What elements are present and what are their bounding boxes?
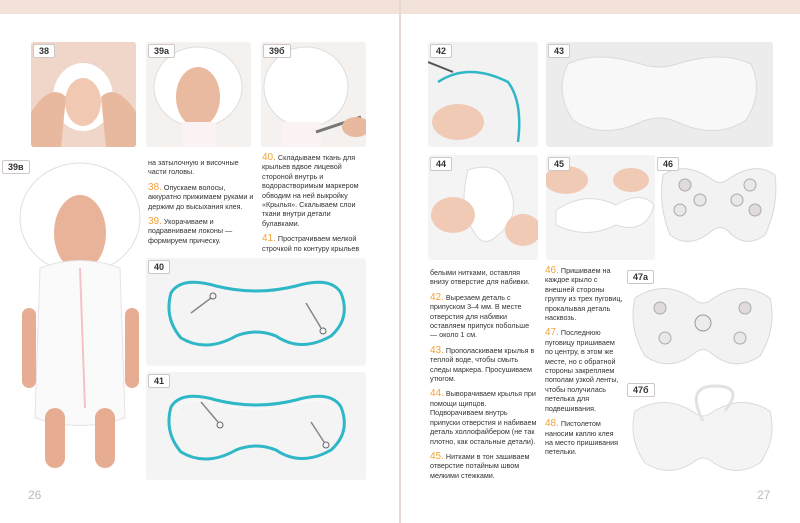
text-column-right-1 <box>430 268 538 486</box>
stitched-fabric-image <box>146 372 366 480</box>
page-number: 27 <box>757 488 771 502</box>
photo-46 <box>655 155 780 260</box>
step-39 <box>148 217 254 245</box>
step-text: Прострачиваем мелкой строчкой по контуру крыльев <box>262 234 360 253</box>
photo-label: 41 <box>148 374 170 388</box>
step-43 <box>430 346 538 384</box>
photo-label: 47б <box>627 383 655 397</box>
step-number: 46. <box>545 265 559 276</box>
step-number: 43. <box>430 344 444 356</box>
text-column-left-1 <box>148 158 254 251</box>
photo-label: 45 <box>548 157 570 171</box>
step-46 <box>545 266 623 322</box>
step-40 <box>262 153 368 228</box>
text-column-right-2 <box>545 266 623 463</box>
step-number: 45. <box>430 450 444 462</box>
step-48 <box>545 419 623 457</box>
step-45 <box>430 452 538 480</box>
photo-label: 43 <box>548 44 570 58</box>
step-number: 42. <box>430 291 444 303</box>
photo-40 <box>146 258 366 366</box>
step-number: 39. <box>148 216 162 228</box>
page-number: 26 <box>28 488 42 502</box>
step-38 <box>148 183 254 211</box>
photo-label: 38 <box>33 44 55 58</box>
photo-38 <box>31 42 136 147</box>
step-text: Выворачиваем крылья при помощи щипцов. Подворачиваем внутрь припуски отверстия и набиваем деталь холлофайбером (не так плотно, как остальные детали). <box>430 389 537 446</box>
finished-doll-image <box>0 158 141 488</box>
step-number: 38. <box>148 181 162 193</box>
step-text: Нитками в тон зашиваем отверстие потайным швом мелкими стежками. <box>430 451 530 480</box>
marked-fabric-image <box>146 258 366 366</box>
photo-label: 44 <box>430 157 452 171</box>
paragraph-intro: на затылочную и височные части головы. <box>148 158 239 177</box>
step-text: Прополаскиваем крылья в теплой воде, чтобы смыть следы маркера. Просушиваем утюгом. <box>430 345 535 384</box>
step-number: 44. <box>430 388 444 400</box>
left-page <box>0 0 399 523</box>
photo-39v <box>0 158 141 488</box>
photo-label: 40 <box>148 260 170 274</box>
paragraph-intro: белыми нитками, оставляя внизу отверстие для набивки. <box>430 268 530 287</box>
washed-wing-piece-image <box>546 42 773 147</box>
step-number: 41. <box>262 233 276 245</box>
photo-39b <box>261 42 366 147</box>
photo-45 <box>546 155 656 260</box>
step-text: Пистолетом наносим каплю клея на место пришивания петельки. <box>545 419 618 457</box>
step-text: Пришиваем на каждое крыло с внешней стороны группу из трех пуговиц, прокалывая деталь насквозь. <box>545 266 623 323</box>
photo-label: 42 <box>430 44 452 58</box>
photo-41 <box>146 372 366 480</box>
step-text: Вырезаем деталь с припуском 3–4 мм. В месте отверстия для набивки оставляем припуск побольше — около 1 см. <box>430 292 530 340</box>
photo-44 <box>428 155 538 260</box>
photo-47b <box>625 381 780 481</box>
photo-label: 46 <box>657 157 679 171</box>
step-text: Опускаем волосы, аккуратно прижимаем руками и держим до высыхания клея. <box>148 182 254 211</box>
photo-label: 39б <box>263 44 291 58</box>
photo-47a <box>625 268 780 378</box>
wing-center-button-image <box>625 268 780 378</box>
photo-label: 47а <box>627 270 654 284</box>
photo-label: 39в <box>2 160 30 174</box>
step-number: 47. <box>545 327 559 339</box>
step-text: Последнюю пуговицу пришиваем по центру, в этом же месте, но с обратной стороны закрепляем пополам узкой ленты, чтобы получилась петелька для подвешивания. <box>545 328 619 413</box>
photo-42 <box>428 42 538 147</box>
step-44 <box>430 389 538 445</box>
step-47 <box>545 328 623 413</box>
photo-39a <box>146 42 251 147</box>
step-42 <box>430 293 538 340</box>
step-text: Складываем ткань для крыльев вдвое лицевой стороной внутрь и водорастворимым маркером обводим на ней выкройку «Крылья». Скалываем слои ткани внутри детали булавками. <box>262 153 359 228</box>
photo-43 <box>546 42 773 147</box>
step-number: 40. <box>262 152 276 163</box>
step-number: 48. <box>545 418 559 430</box>
step-text: Укорачиваем и подравниваем локоны — формируем прическу. <box>148 217 233 245</box>
photo-label: 39а <box>148 44 175 58</box>
text-column-left-2 <box>262 153 368 259</box>
right-page <box>401 0 800 523</box>
step-41 <box>262 234 368 253</box>
